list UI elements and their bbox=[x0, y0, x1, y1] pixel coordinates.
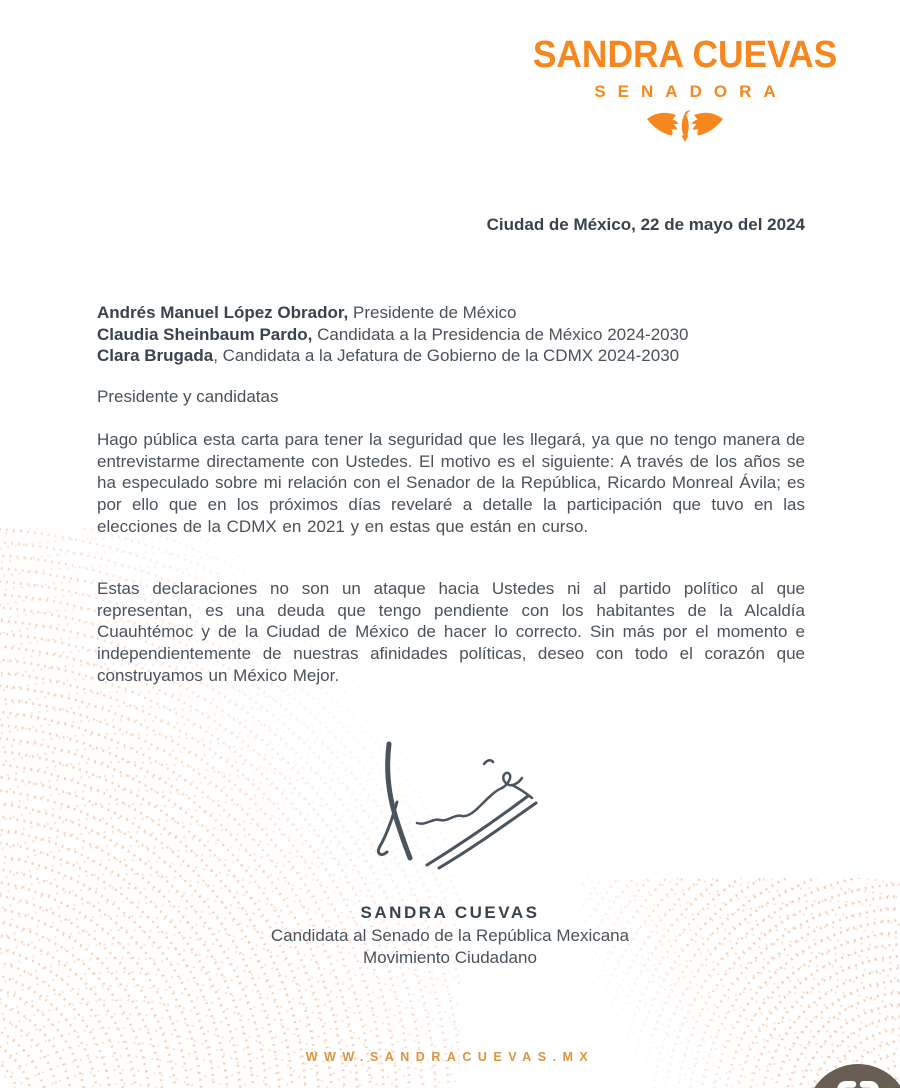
salutation: Presidente y candidatas bbox=[97, 387, 279, 406]
body-paragraph-2: Estas declaraciones no son un ataque hacia Ustedes ni al partido político al que representan, es una deuda que tengo pendiente con los habitantes de la Alcaldía Cuauhtémoc y de la Ciudad de México de hacer lo correcto. Sin más por el momento e independientemente de nuestras afinidades políticas, deseo con todo el corazón que construyamos un México Mejor. bbox=[97, 579, 805, 685]
recipient-line bbox=[97, 345, 805, 367]
date-line: Ciudad de México, 22 de mayo del 2024 bbox=[486, 215, 805, 234]
signer-name: SANDRA CUEVAS bbox=[360, 903, 540, 922]
website-link[interactable]: WWW.SANDRACUEVAS.MX bbox=[305, 1050, 595, 1064]
recipient-title: Candidata a la Presidencia de México 2024-2030 bbox=[312, 324, 689, 344]
recipient-title: , Candidata a la Jefatura de Gobierno de la CDMX 2024-2030 bbox=[213, 346, 680, 365]
recipient-name: Clara Brugada bbox=[97, 346, 214, 365]
brand-subtitle: SENADORA bbox=[594, 82, 788, 101]
signer-title: Candidata al Senado de la República Mexicana bbox=[270, 926, 630, 945]
recipient-name: Claudia Sheinbaum Pardo, bbox=[97, 324, 313, 344]
scan-frame-icon bbox=[832, 1076, 884, 1088]
body-paragraph-1: Hago pública esta carta para tener la seguridad que les llegará, ya que no tengo manera de entrevistarme directamente con Ustedes. El motivo es el siguiente: A través de los años se ha especulado sobre mi relación con el Senador de la República, Ricardo Monreal Ávila; es por ello que en los próximos días revelaré a detalle la participación que tuvo en las elecciones de la CDMX en 2021 y en estas que están en curso. bbox=[97, 430, 805, 536]
brand-name: SANDRA CUEVAS bbox=[532, 34, 838, 76]
recipient-line bbox=[97, 324, 805, 346]
signature-block bbox=[0, 901, 900, 968]
signer-party: Movimiento Ciudadano bbox=[363, 947, 537, 967]
scan-fab-button[interactable] bbox=[806, 1064, 900, 1088]
recipient-name: Andrés Manuel López Obrador, bbox=[97, 303, 349, 322]
recipients-block bbox=[97, 302, 805, 367]
signature-scribble bbox=[366, 738, 566, 873]
brand-logo bbox=[520, 36, 850, 142]
recipient-title: Presidente de México bbox=[348, 303, 517, 322]
eagle-icon bbox=[644, 110, 726, 142]
recipient-line bbox=[97, 302, 805, 324]
